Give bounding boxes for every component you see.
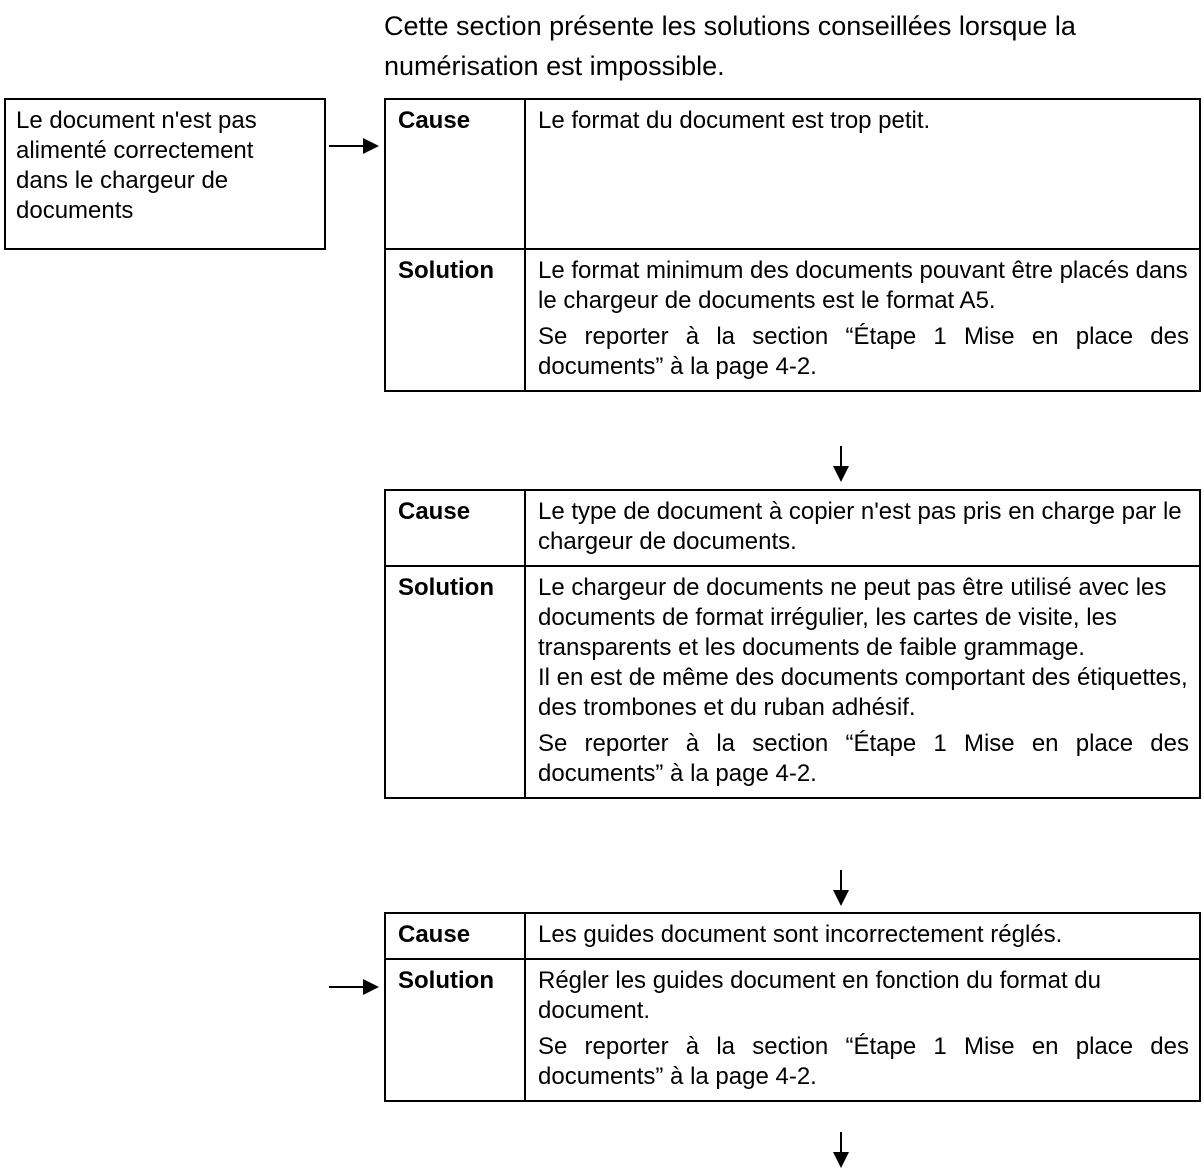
intro-line-2: numérisation est impossible.	[384, 51, 725, 81]
problem-line-3: dans le chargeur de	[16, 167, 229, 194]
troubleshoot-table-1	[384, 98, 1201, 392]
solution-reference: Se reporter à la section “Étape 1 Mise en place des documents” à la page 4-2.	[538, 730, 1189, 787]
cause-text: Le format du document est trop petit.	[525, 99, 1200, 249]
solution-reference: Se reporter à la section “Étape 1 Mise en place des documents” à la page 4-2.	[538, 323, 1189, 380]
solution-row	[385, 959, 1200, 1101]
solution-text	[525, 959, 1200, 1101]
solution-label: Solution	[385, 249, 525, 391]
cause-row	[385, 99, 1200, 249]
arrow-down-icon	[831, 446, 851, 482]
solution-row	[385, 566, 1200, 798]
solution-text	[525, 566, 1200, 798]
solution-text	[525, 249, 1200, 391]
arrow-right-icon	[329, 977, 379, 997]
intro-line-1: Cette section présente les solutions conseillées lorsque la	[384, 11, 1076, 41]
cause-row	[385, 490, 1200, 566]
cause-text: Les guides document sont incorrectement réglés.	[525, 913, 1200, 959]
solution-label: Solution	[385, 566, 525, 798]
cause-text: Le type de document à copier n'est pas pris en charge par le chargeur de documents.	[525, 490, 1200, 566]
troubleshoot-table-2	[384, 489, 1201, 799]
cause-label: Cause	[385, 913, 525, 959]
troubleshoot-table-3	[384, 912, 1201, 1102]
arrow-right-icon	[329, 136, 379, 156]
solution-label: Solution	[385, 959, 525, 1101]
problem-line-4: documents	[16, 197, 134, 224]
problem-line-2: alimenté correctement	[16, 137, 254, 164]
arrow-down-icon	[831, 1132, 851, 1168]
solution-reference: Se reporter à la section “Étape 1 Mise en place des documents” à la page 4-2.	[538, 1033, 1189, 1090]
cause-row	[385, 913, 1200, 959]
problem-box	[4, 98, 326, 250]
solution-paragraph-2: Il en est de même des documents comportant des étiquettes, des trombones et du ruban adhésif.	[538, 664, 1188, 721]
arrow-down-icon	[831, 870, 851, 906]
solution-paragraph: Régler les guides document en fonction du format du document.	[538, 967, 1102, 1024]
solution-paragraph: Le format minimum des documents pouvant être placés dans le chargeur de documents est le format A5.	[538, 257, 1188, 314]
intro-text	[384, 6, 1184, 86]
cause-label: Cause	[385, 99, 525, 249]
solution-paragraph: Le chargeur de documents ne peut pas être utilisé avec les documents de format irrégulier, les cartes de visite, les transparents et les documents de faible grammage.	[538, 574, 1167, 661]
solution-row	[385, 249, 1200, 391]
cause-label: Cause	[385, 490, 525, 566]
problem-line-1: Le document n'est pas	[16, 107, 257, 134]
